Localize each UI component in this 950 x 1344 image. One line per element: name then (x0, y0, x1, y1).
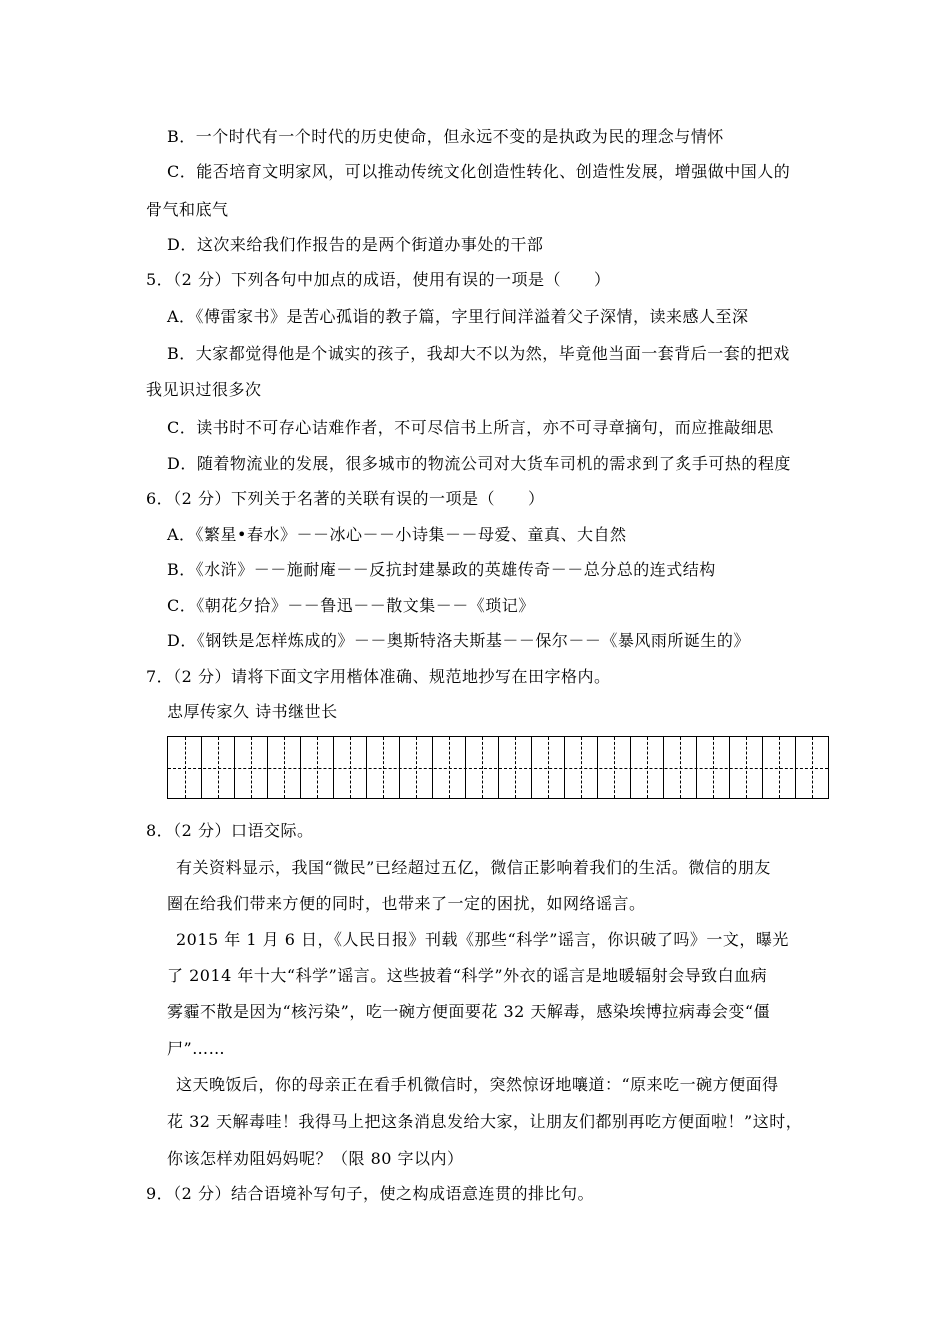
grid-cell[interactable] (333, 737, 366, 798)
grid-cell[interactable] (300, 737, 333, 798)
option-4c-line1: C．能否培育文明家风，可以推动传统文化创造性转化、创造性发展，增强做中国人的 (167, 162, 791, 181)
grid-cell-divider (482, 737, 483, 798)
grid-cell[interactable] (267, 737, 300, 798)
option-6c: C．《朝花夕拾》－－鲁迅－－散文集－－《琐记》 (167, 596, 535, 615)
grid-cell[interactable] (465, 737, 498, 798)
grid-cell-divider (548, 737, 549, 798)
grid-cell-divider (251, 737, 252, 798)
passage-line-5: 雾霾不散是因为“核污染”，吃一碗方便面要花 32 天解毒，感染埃博拉病毒会变“僵 (167, 1002, 771, 1021)
option-5b-line1: B．大家都觉得他是个诚实的孩子，我却大不以为然，毕竟他当面一套背后一套的把戏 (167, 344, 790, 363)
grid-cell-divider (416, 737, 417, 798)
passage-line-8: 花 32 天解毒哇！我得马上把这条消息发给大家，让朋友们都别再吃方便面啦！”这时， (167, 1112, 803, 1131)
grid-cell[interactable] (168, 737, 201, 798)
grid-cell-divider (350, 737, 351, 798)
grid-cell[interactable] (795, 737, 828, 798)
grid-cell-divider (383, 737, 384, 798)
option-6b: B．《水浒》－－施耐庵－－反抗封建暴政的英雄传奇－－总分总的连式结构 (167, 560, 716, 579)
tianzige-grid[interactable] (167, 736, 829, 799)
question-8: 8．（2 分）口语交际。 (146, 821, 314, 840)
option-5b-line2: 我见识过很多次 (146, 380, 262, 399)
grid-cell-divider (746, 737, 747, 798)
option-6d: D．《钢铁是怎样炼成的》－－奥斯特洛夫斯基－－保尔－－《暴风雨所诞生的》 (167, 631, 750, 650)
passage-line-1: 有关资料显示，我国“微民”已经超过五亿，微信正影响着我们的生活。微信的朋友 (176, 858, 771, 877)
grid-cell[interactable] (399, 737, 432, 798)
passage-line-2: 圈在给我们带来方便的同时，也带来了一定的困扰，如网络谣言。 (167, 894, 646, 913)
option-5a: A．《傅雷家书》是苦心孤诣的教子篇，字里行间洋溢着父子深情，读来感人至深 (167, 307, 749, 326)
passage-line-7: 这天晚饭后，你的母亲正在看手机微信时，突然惊讶地嚷道：“原来吃一碗方便面得 (176, 1075, 779, 1094)
grid-cell[interactable] (663, 737, 696, 798)
question-5: 5．（2 分）下列各句中加点的成语，使用有误的一项是（ ） (146, 270, 611, 289)
grid-cell-divider (713, 737, 714, 798)
passage-line-6: 尸”…… (167, 1039, 226, 1058)
grid-cell-divider (284, 737, 285, 798)
grid-cell[interactable] (201, 737, 234, 798)
grid-cell[interactable] (531, 737, 564, 798)
option-4c-line2: 骨气和底气 (146, 200, 229, 219)
question-6: 6．（2 分）下列关于名著的关联有误的一项是（ ） (146, 489, 545, 508)
grid-cell-divider (647, 737, 648, 798)
passage-line-4: 了 2014 年十大“科学”谣言。这些披着“科学”外衣的谣言是地暖辐射会导致白血病 (167, 966, 768, 985)
grid-cell-divider (218, 737, 219, 798)
grid-cell-divider (614, 737, 615, 798)
grid-cell[interactable] (762, 737, 795, 798)
grid-cell[interactable] (630, 737, 663, 798)
grid-cell[interactable] (234, 737, 267, 798)
copy-text: 忠厚传家久 诗书继世长 (167, 702, 338, 721)
grid-cell-divider (449, 737, 450, 798)
passage-line-3: 2015 年 1 月 6 日，《人民日报》刊载《那些“科学”谣言，你识破了吗》一文，曝光 (176, 930, 789, 949)
option-4b: B．一个时代有一个时代的历史使命，但永远不变的是执政为民的理念与情怀 (167, 127, 724, 146)
grid-cell[interactable] (696, 737, 729, 798)
grid-cell-divider (515, 737, 516, 798)
grid-cell[interactable] (729, 737, 762, 798)
grid-cell[interactable] (432, 737, 465, 798)
grid-cell-divider (779, 737, 780, 798)
grid-cell[interactable] (366, 737, 399, 798)
option-6a: A．《繁星•春水》－－冰心－－小诗集－－母爱、童真、大自然 (167, 525, 627, 544)
option-5c: C．读书时不可存心诘难作者，不可尽信书上所言，亦不可寻章摘句，而应推敲细思 (167, 418, 774, 437)
grid-cell[interactable] (498, 737, 531, 798)
grid-cell-divider (185, 737, 186, 798)
passage-line-9: 你该怎样劝阻妈妈呢？（限 80 字以内） (167, 1149, 464, 1168)
grid-cell-divider (317, 737, 318, 798)
grid-cell[interactable] (564, 737, 597, 798)
grid-cell-divider (581, 737, 582, 798)
grid-cell-divider (812, 737, 813, 798)
question-7: 7．（2 分）请将下面文字用楷体准确、规范地抄写在田字格内。 (146, 667, 611, 686)
grid-cell[interactable] (597, 737, 630, 798)
grid-cell-divider (680, 737, 681, 798)
question-9: 9．（2 分）结合语境补写句子，使之构成语意连贯的排比句。 (146, 1184, 594, 1203)
option-4d: D．这次来给我们作报告的是两个街道办事处的干部 (167, 235, 544, 254)
option-5d: D．随着物流业的发展，很多城市的物流公司对大货车司机的需求到了炙手可热的程度 (167, 454, 791, 473)
